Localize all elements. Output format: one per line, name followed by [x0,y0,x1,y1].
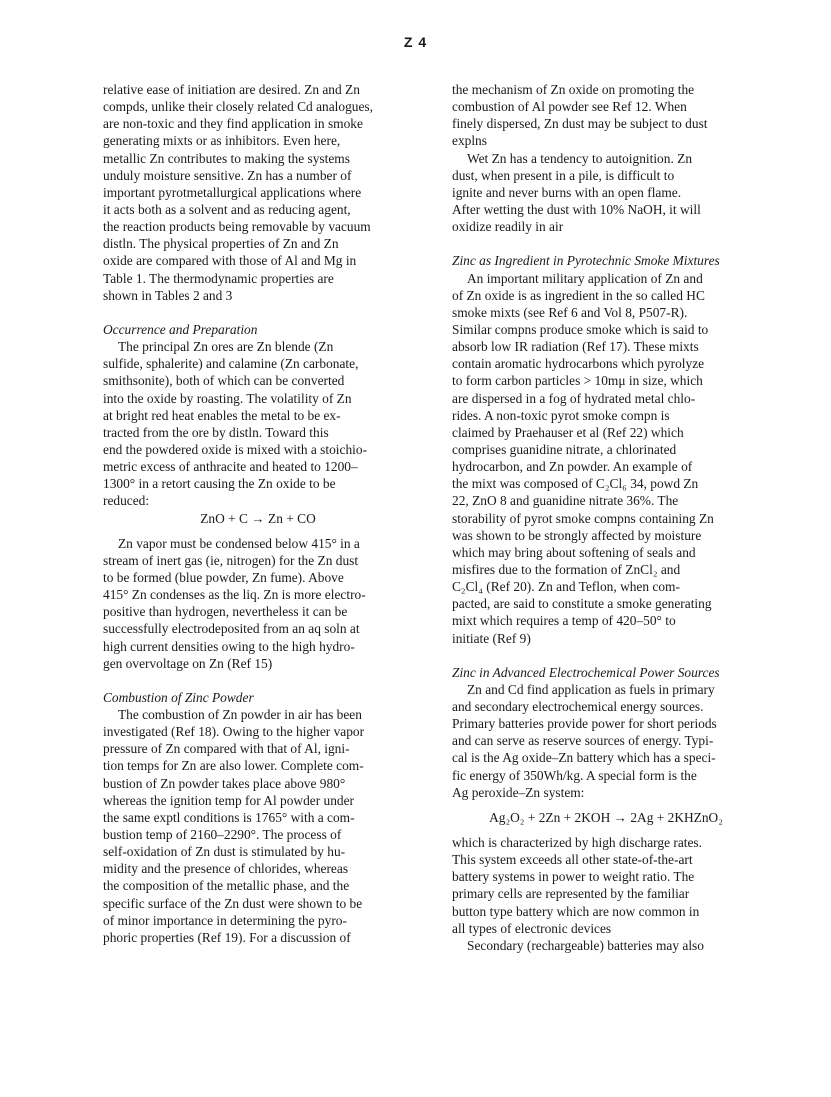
text-line: at bright red heat enables the metal to be ex- [103,407,341,423]
text-line: tracted from the ore by distln. Toward this [103,424,329,440]
section-heading-occurrence: Occurrence and Preparation [103,321,258,337]
text-line: rides. A non-toxic pyrot smoke compn is [452,407,670,423]
text-line: all types of electronic devices [452,920,612,936]
text-line: compds, unlike their closely related Cd analogues, [103,99,373,115]
text-line: high current densities owing to the high hydro- [103,638,355,654]
text-line: of minor importance in determining the pyro- [103,912,347,928]
text-line: are dispersed in a fog of hydrated metal chlo- [452,390,696,406]
text-line: the composition of the metallic phase, and the [103,878,350,894]
text-line: Wet Zn has a tendency to autoignition. Zn [467,150,693,166]
text-line: smithsonite), both of which can be converted [103,373,345,389]
equation-zno-reduction: ZnO + C → Zn + CO [200,510,316,526]
text-line: are non-toxic and they find application in smoke [103,116,363,132]
text-line: finely dispersed, Zn dust may be subject to dust [452,116,708,132]
text-line: ignite and never burns with an open flame. [452,184,682,200]
text-line: reduced: [103,493,150,509]
text-line: oxidize readily in air [452,219,564,235]
text-line: tion temps for Zn are also lower. Complete com- [103,758,364,774]
text-line: the mixt was composed of C₂Cl₆ 34, powd Zn [452,476,699,492]
text-line: pacted, are said to constitute a smoke generating [452,596,712,612]
occurrence-paragraph [103,338,403,509]
intro-paragraph [103,81,403,304]
right-column [452,81,760,954]
text-line: bustion temp of 2160–2290°. The process of [103,827,342,843]
text-line: shown in Tables 2 and 3 [103,287,233,303]
text-line: oxide are compared with those of Al and Mg in [103,253,357,269]
text-line: gen overvoltage on Zn (Ref 15) [103,655,273,671]
text-line: relative ease of initiation are desired. Zn and Zn [103,82,360,97]
text-line: end the powdered oxide is mixed with a stoichio- [103,441,368,457]
text-line: fic energy of 350Wh/kg. A special form is the [452,767,697,783]
text-line: it acts both as a solvent and as reducing agent, [103,201,351,217]
text-line: The combustion of Zn powder in air has been [118,707,362,723]
text-line: specific surface of the Zn dust were shown to be [103,895,363,911]
text-line: the mechanism of Zn oxide on promoting the [452,82,695,97]
text-line: to form carbon particles > 10mμ in size, which [452,373,703,389]
text-line: 415° Zn condenses as the liq. Zn is more electro- [103,587,366,603]
text-line: was shown to be strongly affected by moisture [452,527,702,543]
text-line: cal is the Ag oxide–Zn battery which has a speci- [452,750,716,766]
text-line: the reaction products being removable by vacuum [103,219,371,235]
text-line: which is characterized by high discharge rates. [452,835,702,851]
text-line: and secondary electrochemical energy sources. [452,699,704,715]
battery-paragraph [452,834,760,954]
text-line: initiate (Ref 9) [452,630,531,646]
text-line: Similar compns produce smoke which is said to [452,321,709,337]
text-line: mixt which requires a temp of 420–50° to [452,613,676,629]
text-line: phoric properties (Ref 19). For a discussion of [103,929,351,945]
text-line: generating mixts or as inhibitors. Even here, [103,133,341,149]
power-paragraph [452,681,760,801]
text-line: which may bring about softening of seals and [452,544,696,560]
text-line: Primary batteries provide power for short periods [452,716,717,732]
text-line: unduly moisture sensitive. Zn has a number of [103,167,352,183]
text-line: to be formed (blue powder, Zn fume). Above [103,569,344,585]
text-line: button type battery which are now common in [452,903,700,919]
section-heading-power-sources: Zinc in Advanced Electrochemical Power Sources [452,664,720,680]
section-heading-combustion: Combustion of Zinc Powder [103,689,254,705]
page-number: Z 4 [403,34,428,50]
text-line: self-oxidation of Zn dust is stimulated by hu- [103,844,346,860]
text-line: whereas the ignition temp for Al powder under [103,792,355,808]
wet-zn-paragraph [452,150,760,236]
text-line: sulfide, sphalerite) and calamine (Zn carbonate, [103,356,359,372]
text-line: absorb low IR radiation (Ref 17). These mixts [452,339,699,355]
text-line: bustion of Zn powder takes place above 980° [103,775,346,791]
text-line: Table 1. The thermodynamic properties are [103,270,334,286]
text-line: of Zn oxide is as ingredient in the so called HC [452,287,705,303]
text-line: investigated (Ref 18). Owing to the higher vapor [103,724,365,740]
text-line: C₂Cl₄ (Ref 20). Zn and Teflon, when com- [452,579,680,595]
text-line: hydrocarbon, and Zn powder. An example of [452,459,693,475]
text-line: midity and the presence of chlorides, whereas [103,861,349,877]
text-line: This system exceeds all other state-of-the-art [452,852,693,868]
text-line: An important military application of Zn and [467,270,703,286]
text-line: comprises guanidine nitrate, a chlorinated [452,441,677,457]
text-line: important pyrotmetallurgical applications where [103,184,362,200]
text-line: Secondary (rechargeable) batteries may also [467,937,704,953]
text-line: 22, ZnO 8 and guanidine nitrate 36%. The [452,493,679,509]
text-line: pressure of Zn compared with that of Al, igni- [103,741,350,757]
section-heading-smoke: Zinc as Ingredient in Pyrotechnic Smoke Mixtures [452,253,720,269]
text-line: primary cells are represented by the familiar [452,886,690,902]
combustion-continuation-paragraph [452,81,760,150]
text-line: explns [452,133,487,149]
text-line: misfires due to the formation of ZnCl₂ and [452,561,681,577]
text-line: storability of pyrot smoke compns containing Zn [452,510,714,526]
text-line: contain aromatic hydrocarbons which pyrolyze [452,356,705,372]
text-line: metallic Zn contributes to making the systems [103,150,350,166]
text-line: distln. The physical properties of Zn and Zn [103,236,339,252]
text-line: into the oxide by roasting. The volatility of Zn [103,390,352,406]
text-line: Zn and Cd find application as fuels in primary [467,681,715,697]
text-line: battery systems in power to weight ratio. The [452,869,695,885]
text-line: the same exptl conditions is 1765° with a com- [103,809,355,825]
zn-vapor-paragraph [103,535,403,672]
text-line: smoke mixts (see Ref 6 and Vol 8, P507-R). [452,304,688,320]
text-line: positive than hydrogen, nevertheless it can be [103,604,348,620]
text-line: and can serve as reserve sources of energy. Typi- [452,733,714,749]
text-line: combustion of Al powder see Ref 12. When [452,99,687,115]
text-line: The principal Zn ores are Zn blende (Zn [118,339,334,355]
left-column [103,81,403,946]
text-line: After wetting the dust with 10% NaOH, it will [452,201,701,217]
text-line: 1300° in a retort causing the Zn oxide to be [103,476,336,492]
text-line: dust, when present in a pile, is difficult to [452,167,675,183]
text-line: Ag peroxide–Zn system: [452,784,585,800]
text-line: Zn vapor must be condensed below 415° in a [118,535,360,551]
text-line: metric excess of anthracite and heated to 1200– [103,459,358,475]
text-line: claimed by Praehauser et al (Ref 22) which [452,424,684,440]
smoke-paragraph [452,270,760,647]
equation-ag-peroxide-zn: Ag₂O₂ + 2Zn + 2KOH → 2Ag + 2KHZnO₂ [489,809,723,825]
text-line: stream of inert gas (ie, nitrogen) for the Zn dust [103,552,359,568]
combustion-paragraph [103,706,403,946]
text-line: successfully electrodeposited from an aq soln at [103,621,360,637]
